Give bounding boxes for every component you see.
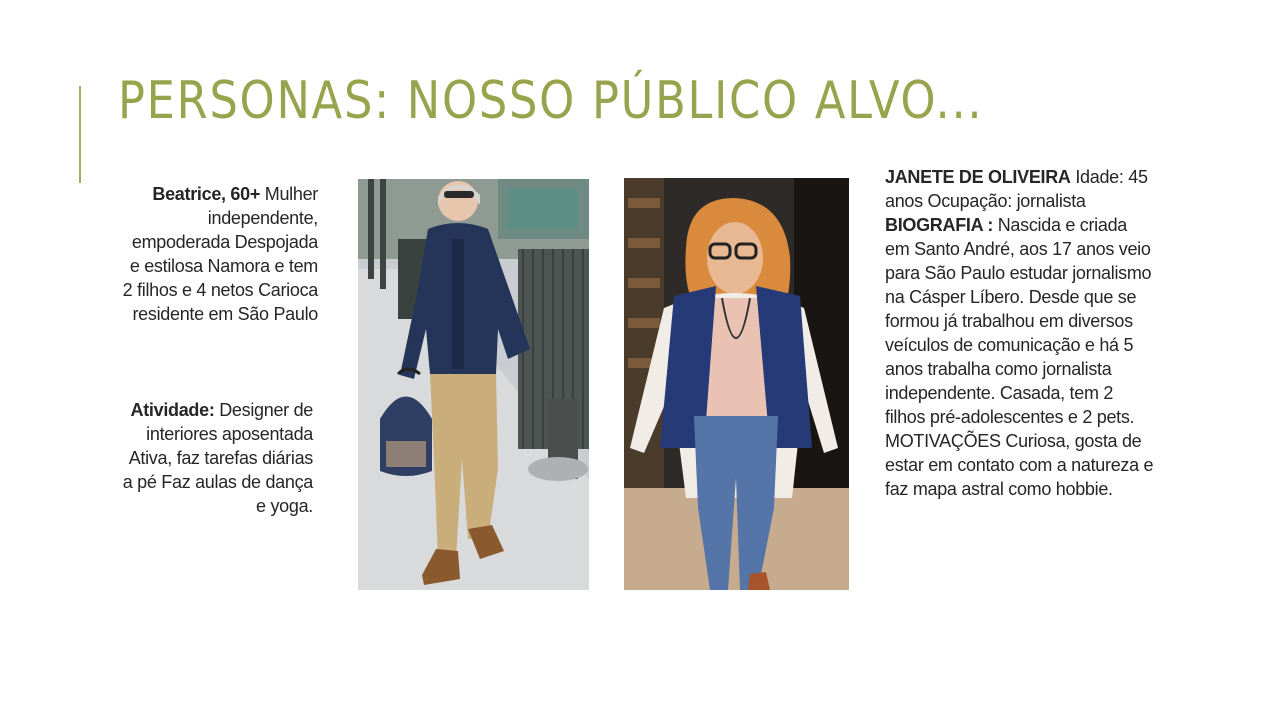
persona2-photo xyxy=(624,178,849,590)
persona1-activity-label: Atividade: xyxy=(130,400,215,420)
persona2-bio-label: BIOGRAFIA : xyxy=(885,215,994,235)
persona2-bio-text: Nascida e criada em Santo André, aos 17 anos veio para São Paulo estudar jornalismo na Cásper Líbero. Desde que se formou já trabalhou em diversos veículos de comunicação e há 5 anos trabalha como jornalista independente. Casada, tem 2 filhos pré-adolescentes e 2 pets. MOTIVAÇÕES Curiosa, gosta de estar em contato com a natureza e faz mapa astral como hobbie. xyxy=(885,215,1154,499)
persona1-photo-illustration xyxy=(358,179,589,590)
slide-title: PERSONAS: NOSSO PÚBLICO ALVO... xyxy=(118,71,984,131)
persona1-name: Beatrice, 60+ xyxy=(152,184,261,204)
persona2-name: JANETE DE OLIVEIRA xyxy=(885,167,1071,187)
persona2-description xyxy=(885,165,1155,501)
persona2-photo-illustration xyxy=(624,178,849,590)
persona1-activity xyxy=(120,398,313,518)
persona1-description-text: Mulher independente, empoderada Despojada e estilosa Namora e tem 2 filhos e 4 netos Carioca residente em São Paulo xyxy=(122,184,318,324)
persona1-activity-text: Designer de interiores aposentada Ativa, faz tarefas diárias a pé Faz aulas de dança e yoga. xyxy=(122,400,313,516)
persona1-description xyxy=(120,182,318,326)
persona2-intro: Idade: 45 anos Ocupação: jornalista xyxy=(885,167,1148,211)
persona1-photo xyxy=(358,179,589,590)
title-accent-bar xyxy=(79,86,81,183)
